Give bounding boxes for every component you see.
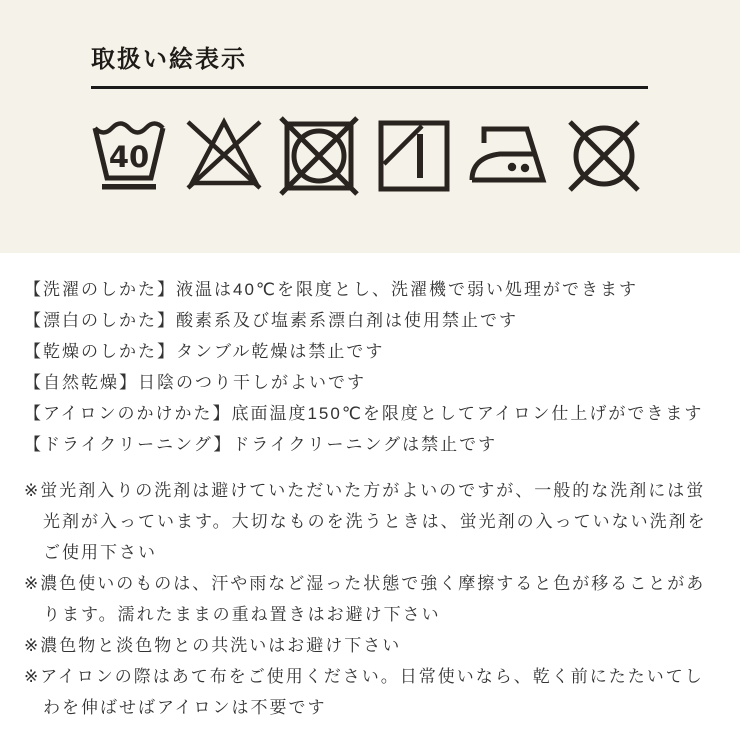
instruction-natural-drying: 【自然乾燥】日陰のつり干しがよいです xyxy=(24,373,366,392)
line-dry-in-shade-icon xyxy=(373,115,455,197)
page-title: 取扱い絵表示 xyxy=(91,46,247,73)
note-dark-colors-friction: ※濃色使いのものは、汗や雨など湿った状態で強く摩擦すると色が移ることがあります。濡れたままの重ね置きはお避け下さい xyxy=(24,574,706,624)
notes-block xyxy=(24,475,716,723)
no-bleach-icon xyxy=(183,115,265,197)
note-fluorescent-detergent: ※蛍光剤入りの洗剤は避けていただいた方がよいのですが、一般的な洗剤には蛍光剤が入っています。大切なものを洗うときは、蛍光剤の入っていない洗剤をご使用下さい xyxy=(24,481,707,562)
wash-temperature-label: 40 xyxy=(108,140,150,175)
no-tumble-dry-icon xyxy=(278,115,360,197)
instruction-ironing: 【アイロンのかけかた】底面温度150℃を限度としてアイロン仕上げができます xyxy=(24,404,704,423)
instruction-bleaching: 【漂白のしかた】酸素系及び塩素系漂白剤は使用禁止です xyxy=(24,311,518,330)
care-symbols-header xyxy=(0,0,740,253)
instruction-washing: 【洗濯のしかた】液温は40℃を限度とし、洗濯機で弱い処理ができます xyxy=(24,280,638,299)
instruction-dry-cleaning: 【ドライクリーニング】ドライクリーニングは禁止です xyxy=(24,435,498,454)
note-ironing-cloth: ※アイロンの際はあて布をご使用ください。日常使いなら、乾く前にたたいてしわを伸ばせばアイロンは不要です xyxy=(24,667,704,717)
title-divider xyxy=(91,86,648,89)
instruction-drying: 【乾燥のしかた】タンブル乾燥は禁止です xyxy=(24,342,385,361)
care-symbols-row xyxy=(88,115,740,197)
wash-tub-40-gentle-icon xyxy=(88,115,170,197)
no-dry-clean-icon xyxy=(563,115,645,197)
iron-medium-two-dots-icon xyxy=(468,115,550,197)
note-separate-washing: ※濃色物と淡色物との共洗いはお避け下さい xyxy=(24,636,402,655)
care-instructions-section xyxy=(0,253,740,723)
